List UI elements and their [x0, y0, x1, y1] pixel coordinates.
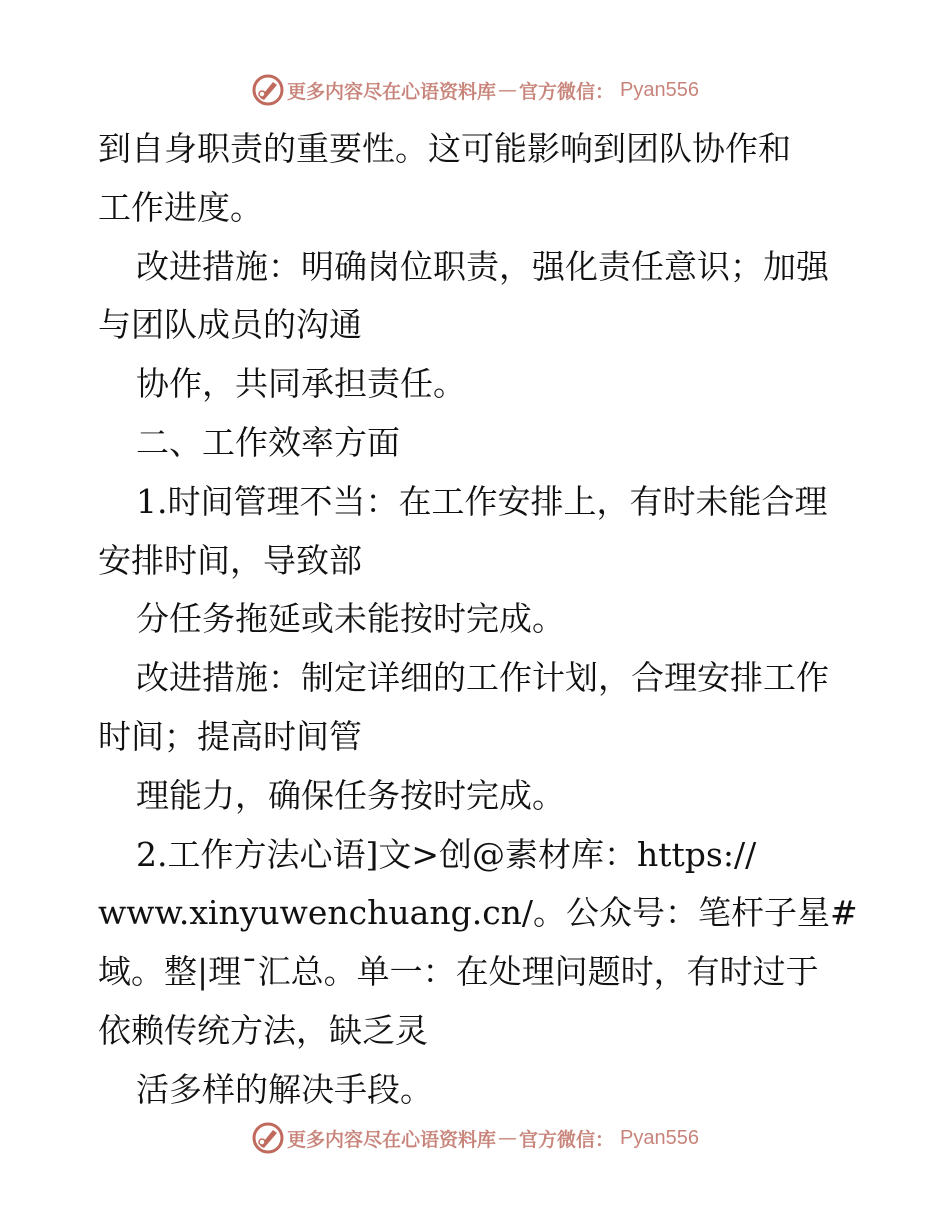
text-line: 到自身职责的重要性。这可能影响到团队协作和 — [98, 129, 791, 168]
text-line: 1.时间管理不当：在工作安排上，有时未能合理 — [136, 481, 828, 521]
text-line: 依赖传统方法，缺乏灵 — [98, 1010, 428, 1050]
document-body — [98, 120, 858, 1120]
banner-separator: — — [498, 1127, 518, 1149]
text-line: 改进措施：制定详细的工作计划，合理安排工作 — [136, 658, 829, 698]
text-line: www.xinyuwenchuang.cn/。公众号：笔杆子星# — [98, 893, 858, 933]
banner-wechat-id: Pyan556 — [620, 1126, 699, 1149]
text-line: 工作进度。 — [98, 187, 263, 227]
text-line: 分任务拖延或未能按时完成。 — [136, 599, 565, 639]
section-heading: 二、工作效率方面 — [136, 422, 400, 462]
header-banner — [0, 70, 950, 110]
text-line: 活多样的解决手段。 — [136, 1069, 433, 1109]
quill-pen-logo-icon — [251, 73, 285, 107]
quill-pen-logo-icon — [251, 1121, 285, 1155]
banner-slogan: 更多内容尽在心语资料库 — [287, 80, 497, 103]
banner-wechat-label: 官方微信： — [519, 80, 615, 103]
text-line: 改进措施：明确岗位职责，强化责任意识；加强 — [136, 246, 829, 286]
banner-wechat-id: Pyan556 — [620, 78, 699, 101]
text-line: 协作，共同承担责任。 — [136, 364, 466, 404]
text-line: 2.工作方法心语]文>创@素材库：https:// — [136, 834, 757, 874]
banner-slogan: 更多内容尽在心语资料库 — [287, 1128, 497, 1151]
banner-wechat-label: 官方微信： — [519, 1128, 615, 1151]
footer-banner — [0, 1118, 950, 1158]
text-line: 安排时间，导致部 — [98, 540, 362, 580]
banner-separator: — — [498, 79, 518, 101]
text-line: 时间；提高时间管 — [98, 716, 362, 756]
text-line: 域。整|理¯汇总。单一：在处理问题时，有时过于 — [98, 952, 819, 992]
text-line: 理能力，确保任务按时完成。 — [136, 775, 565, 815]
text-line: 与团队成员的沟通 — [98, 305, 362, 345]
